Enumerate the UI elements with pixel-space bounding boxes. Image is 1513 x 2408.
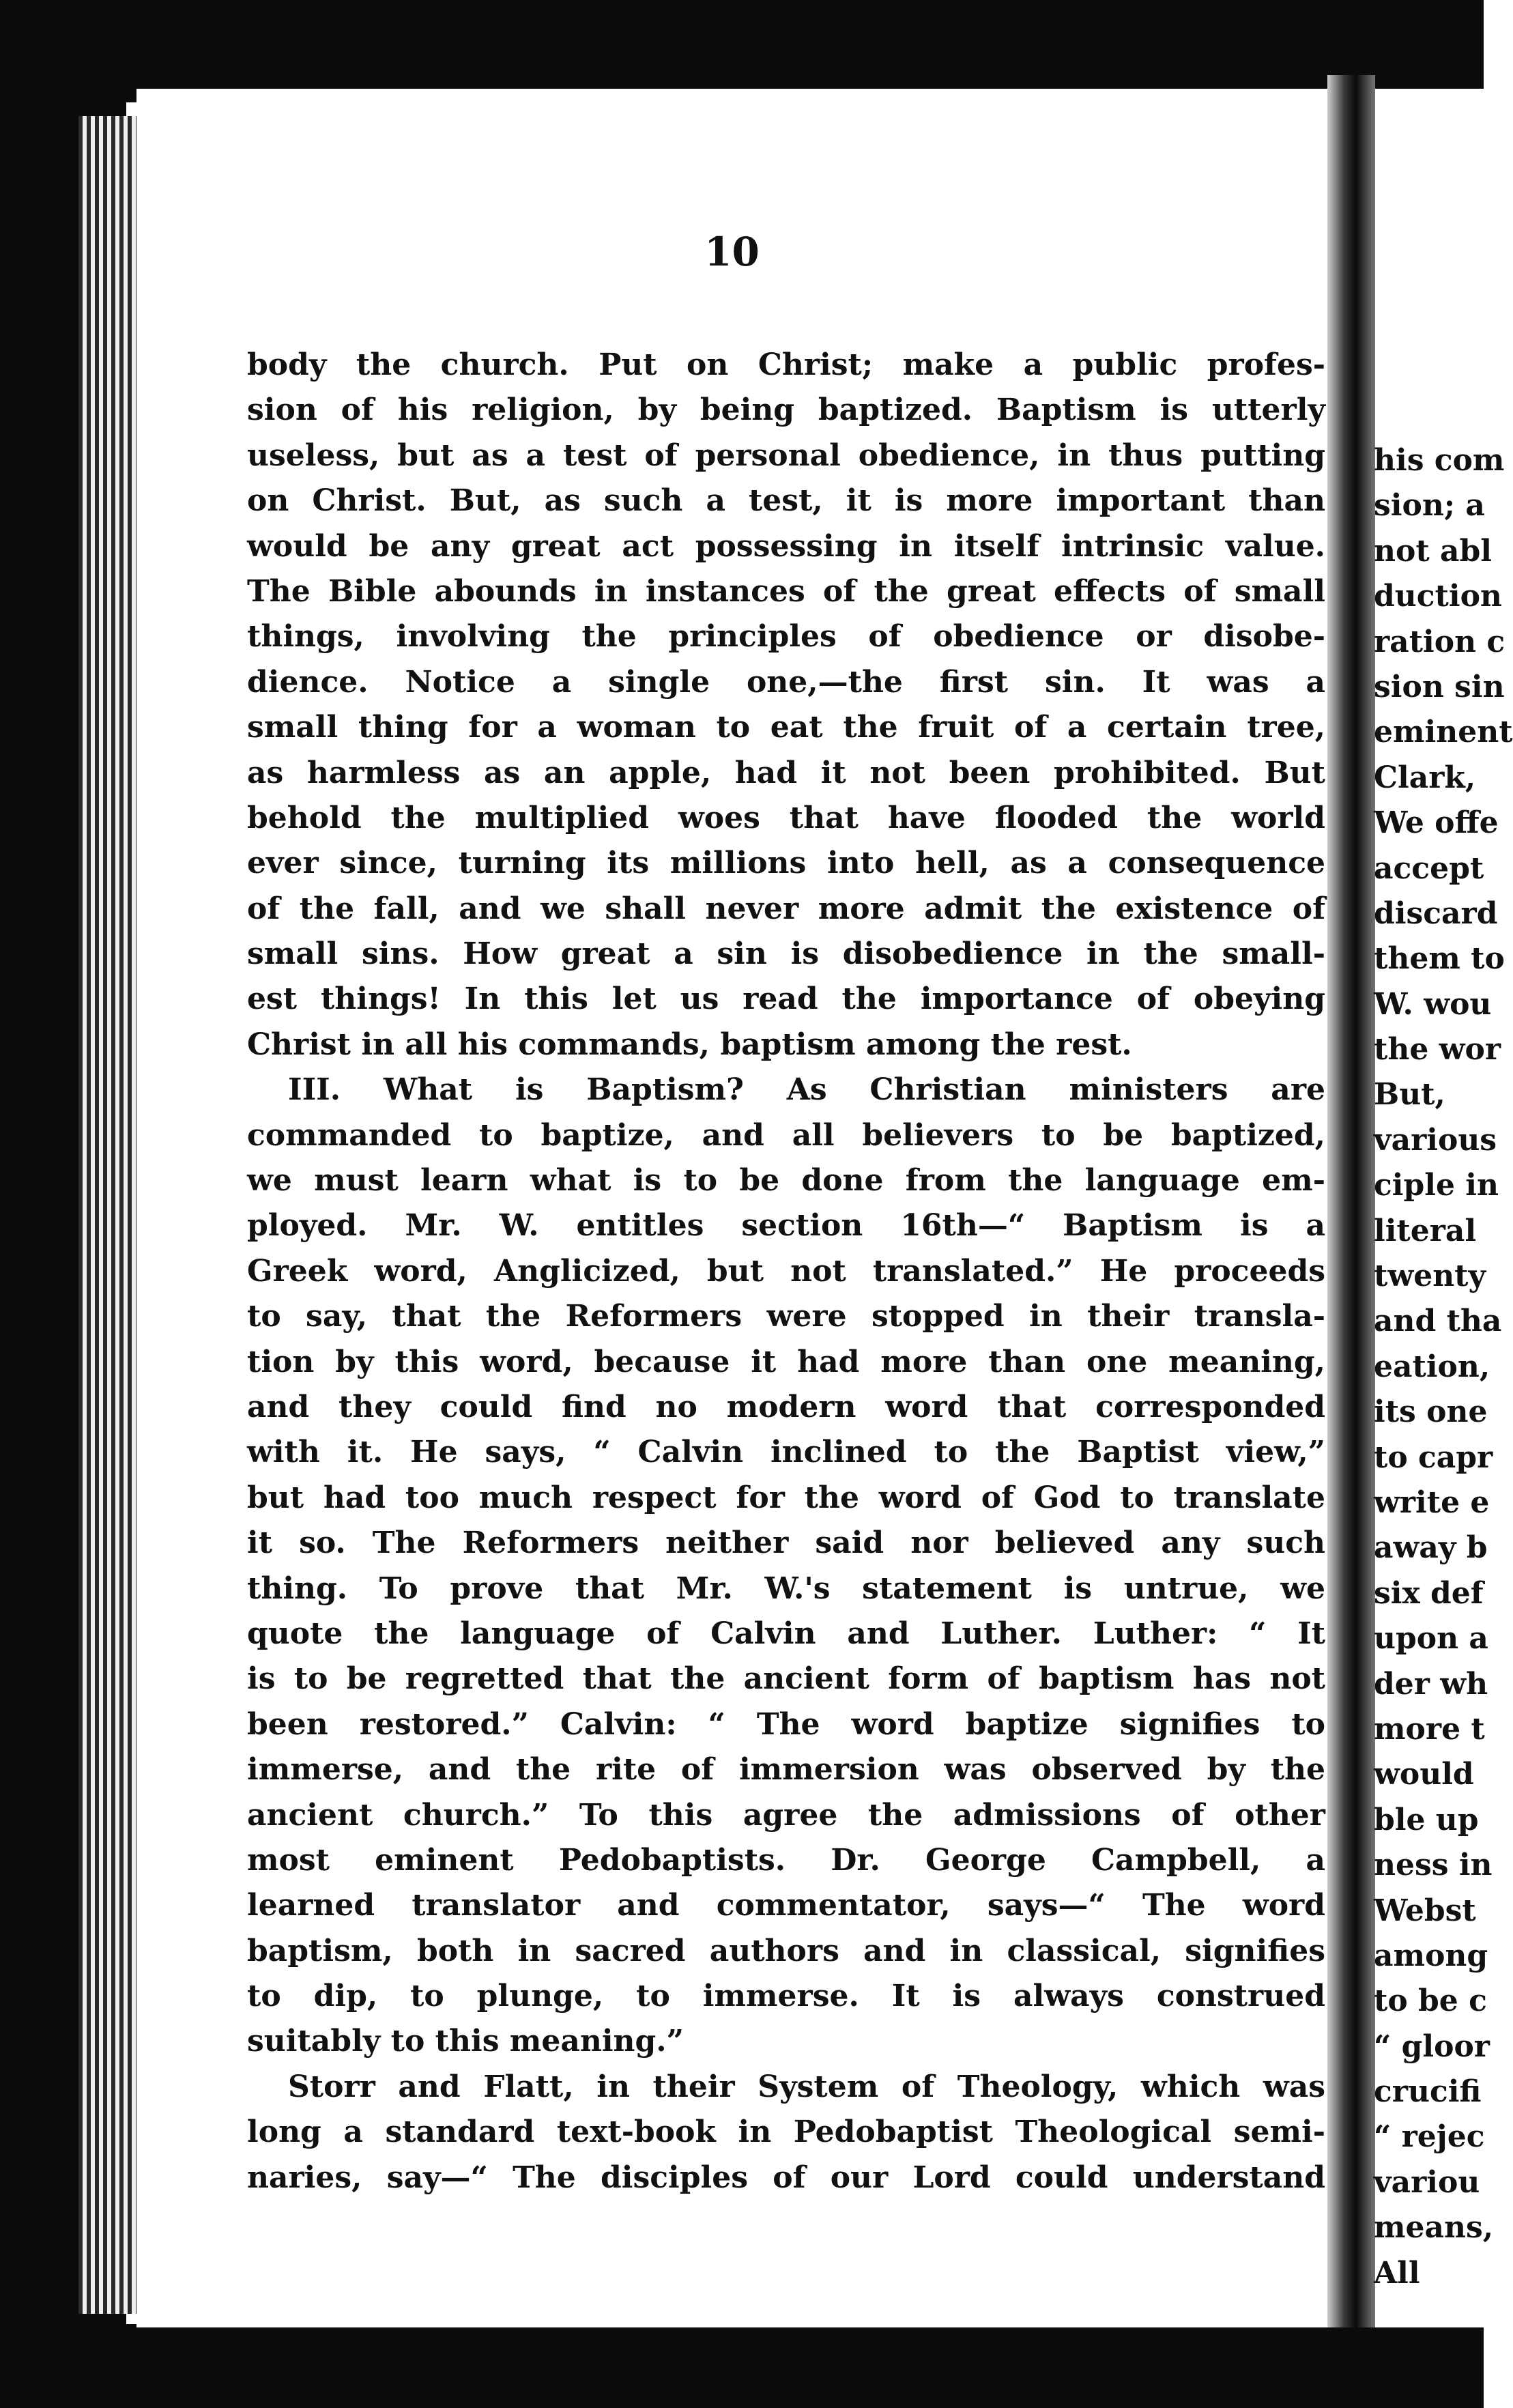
text-line: baptism, both in sacred authors and in classical, signifies: [247, 1933, 1325, 1968]
text-line: been restored.” Calvin: “ The word baptize signifies to: [247, 1706, 1325, 1742]
facing-text-line: crucifi: [1374, 2074, 1482, 2110]
text-line: body the church. Put on Christ; make a public profes-: [247, 347, 1325, 382]
left-page: [136, 89, 1327, 2327]
text-line: is to be regretted that the ancient form of baptism has not: [247, 1661, 1325, 1697]
text-line: sion of his religion, by being baptized. Baptism is utterly: [247, 392, 1325, 428]
text-line: long a standard text-book in Pedobaptist Theological semi-: [247, 2115, 1325, 2150]
text-line: dience. Notice a single one,—the first sin. It was a: [247, 664, 1325, 700]
text-line: as harmless as an apple, had it not been prohibited. But: [247, 755, 1325, 790]
facing-text-line: the wor: [1374, 1032, 1501, 1067]
text-line: useless, but as a test of personal obedience, in thus putting: [247, 438, 1325, 473]
facing-text-line: not abl: [1374, 533, 1492, 569]
facing-text-line: variou: [1374, 2164, 1480, 2200]
facing-text-line: them to: [1374, 941, 1505, 977]
facing-text-line: duction: [1374, 579, 1502, 614]
text-line: small sins. How great a sin is disobedience in the small-: [247, 936, 1325, 972]
facing-text-line: eminent: [1374, 715, 1513, 750]
scanner-bottom-border: [0, 2324, 1484, 2408]
facing-text-line: its one: [1374, 1394, 1488, 1430]
text-line: suitably to this meaning.”: [247, 2024, 684, 2059]
text-line: with it. He says, “ Calvin inclined to the Baptist view,”: [247, 1435, 1325, 1470]
facing-text-line: Clark,: [1374, 760, 1476, 795]
facing-page-text: [1374, 438, 1513, 2296]
text-line: small thing for a woman to eat the fruit of a certain tree,: [247, 710, 1325, 745]
text-line: thing. To prove that Mr. W.'s statement is untrue, we: [247, 1571, 1325, 1606]
facing-text-line: and tha: [1374, 1304, 1502, 1339]
facing-text-line: eation,: [1374, 1349, 1490, 1384]
facing-text-line: All: [1374, 2255, 1420, 2291]
text-line: to dip, to plunge, to immerse. It is always construed: [247, 1979, 1325, 2014]
facing-text-line: would: [1374, 1757, 1474, 1792]
facing-text-line: “ gloor: [1374, 2029, 1490, 2064]
facing-text-line: ciple in: [1374, 1168, 1499, 1203]
facing-text-line: We offe: [1374, 805, 1499, 841]
facing-text-line: ration c: [1374, 624, 1505, 659]
facing-text-line: various: [1374, 1122, 1497, 1158]
facing-page-fragment: [1374, 89, 1513, 2327]
facing-text-line: more t: [1374, 1711, 1485, 1747]
facing-text-line: sion; a: [1374, 488, 1485, 524]
text-line: ever since, turning its millions into hell, as a consequence: [247, 846, 1325, 881]
text-line: commanded to baptize, and all believers to be baptized,: [247, 1117, 1325, 1153]
text-line: quote the language of Calvin and Luther. Luther: “ It: [247, 1616, 1325, 1651]
book-gutter: [1327, 75, 1375, 2327]
text-line: things, involving the principles of obedience or disobe-: [247, 619, 1325, 655]
facing-text-line: der wh: [1374, 1666, 1488, 1702]
text-line: Greek word, Anglicized, but not translated.” He proceeds: [247, 1253, 1325, 1289]
text-line: naries, say—“ The disciples of our Lord could understand: [247, 2160, 1325, 2195]
facing-text-line: “ rejec: [1374, 2119, 1485, 2155]
facing-text-line: ble up: [1374, 1802, 1479, 1837]
facing-text-line: sion sin: [1374, 669, 1505, 704]
facing-text-line: literal: [1374, 1213, 1477, 1248]
text-line: most eminent Pedobaptists. Dr. George Campbell, a: [247, 1842, 1325, 1878]
facing-text-line: upon a: [1374, 1621, 1488, 1657]
facing-text-line: ness in: [1374, 1848, 1493, 1883]
text-line: it so. The Reformers neither said nor believed any such: [247, 1525, 1325, 1561]
facing-text-line: to be c: [1374, 1983, 1487, 2019]
facing-text-line: W. wou: [1374, 986, 1492, 1022]
text-line: Storr and Flatt, in their System of Theology, which was: [288, 2069, 1325, 2104]
scanner-top-border: [0, 0, 1484, 102]
facing-text-line: his com: [1374, 443, 1505, 478]
text-line: III. What is Baptism? As Christian ministers are: [288, 1072, 1325, 1108]
text-line: and they could find no modern word that corresponded: [247, 1389, 1325, 1424]
text-line: to say, that the Reformers were stopped in their transla-: [247, 1299, 1325, 1334]
text-line: but had too much respect for the word of God to translate: [247, 1480, 1325, 1515]
text-line: immerse, and the rite of immersion was observed by the: [247, 1752, 1325, 1788]
facing-text-line: among: [1374, 1938, 1488, 1973]
facing-text-line: accept: [1374, 850, 1484, 886]
text-line: of the fall, and we shall never more admit the existence of: [247, 891, 1325, 926]
facing-text-line: to capr: [1374, 1439, 1493, 1475]
text-line: est things! In this let us read the importance of obeying: [247, 981, 1325, 1017]
text-line: would be any great act possessing in itself intrinsic value.: [247, 528, 1325, 564]
facing-text-line: twenty: [1374, 1259, 1486, 1294]
text-line: tion by this word, because it had more than one meaning,: [247, 1344, 1325, 1379]
facing-text-line: away b: [1374, 1530, 1488, 1566]
facing-text-line: Webst: [1374, 1893, 1476, 1928]
page-number: 10: [704, 229, 760, 275]
text-line: learned translator and commentator, says—“ The word: [247, 1888, 1325, 1923]
facing-text-line: But,: [1374, 1077, 1445, 1113]
text-line: we must learn what is to be done from the language em-: [247, 1163, 1325, 1199]
text-line: behold the multiplied woes that have flooded the world: [247, 800, 1325, 835]
facing-text-line: means,: [1374, 2210, 1494, 2246]
text-line: ployed. Mr. W. entitles section 16th—“ Baptism is a: [247, 1208, 1325, 1244]
facing-text-line: discard: [1374, 895, 1498, 931]
text-line: Christ in all his commands, baptism among the rest.: [247, 1027, 1132, 1062]
page-edge-stack: [78, 116, 140, 2314]
text-line: The Bible abounds in instances of the great effects of small: [247, 573, 1325, 609]
facing-text-line: write e: [1374, 1485, 1490, 1520]
text-line: on Christ. But, as such a test, it is more important than: [247, 483, 1325, 519]
facing-text-line: six def: [1374, 1575, 1484, 1611]
text-line: ancient church.” To this agree the admissions of other: [247, 1797, 1325, 1833]
page-body-text: [247, 343, 1325, 2201]
